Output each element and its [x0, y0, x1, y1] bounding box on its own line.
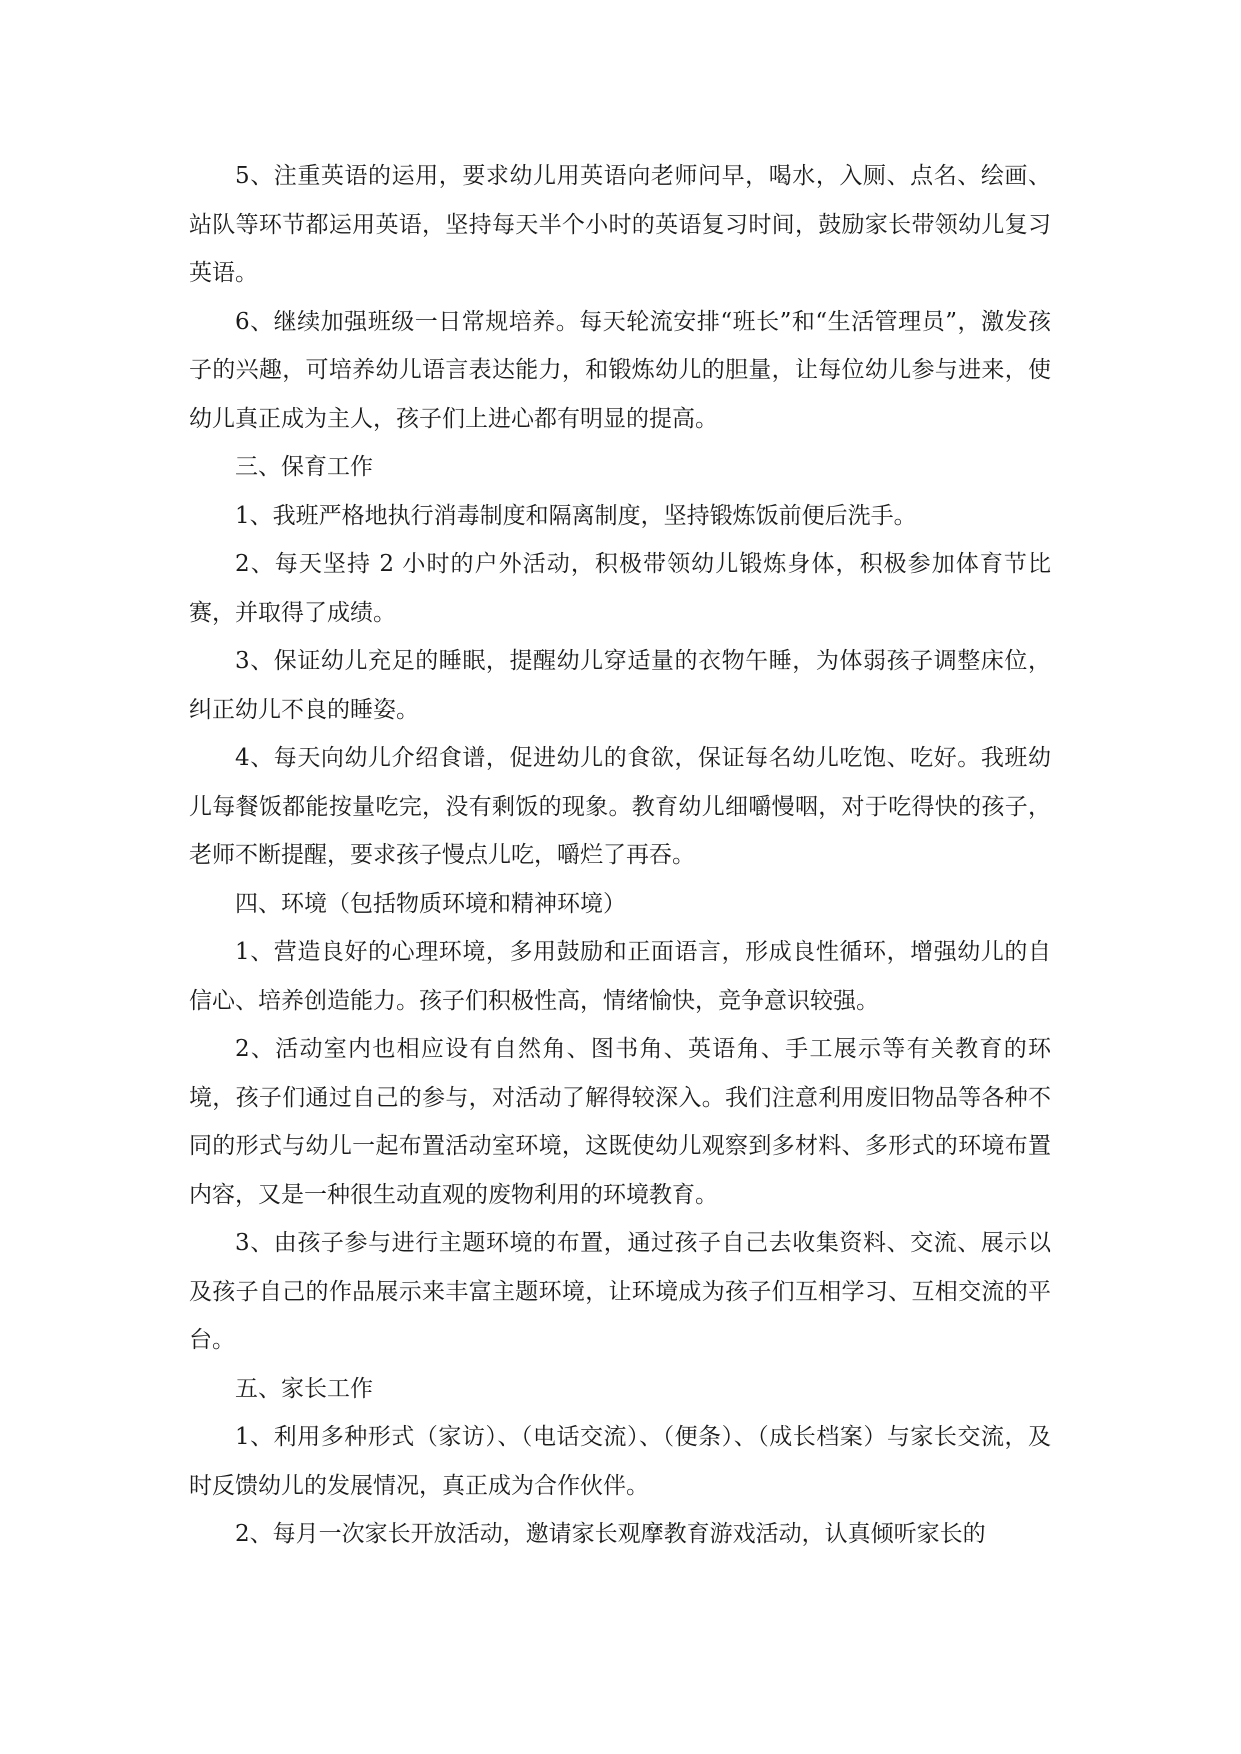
paragraph-parent-communication: 1、利用多种形式（家访）、（电话交流）、（便条）、（成长档案）与家长交流，及时反馈幼儿的发展情况，真正成为合作伙伴。: [189, 1424, 1051, 1499]
paragraph-meals: 4、每天向幼儿介绍食谱，促进幼儿的食欲，保证每名幼儿吃饱、吃好。我班幼儿每餐饭都能按量吃完，没有剩饭的现象。教育幼儿细嚼慢咽，对于吃得快的孩子，老师不断提醒，要求孩子慢点儿吃，嚼烂了再吞。: [189, 745, 1051, 868]
paragraph-psychological-environment: 1、营造良好的心理环境，多用鼓励和正面语言，形成良性循环，增强幼儿的自信心、培养创造能力。孩子们积极性高，情绪愉快，竞争意识较强。: [189, 939, 1051, 1014]
paragraph-sleep: 3、保证幼儿充足的睡眠，提醒幼儿穿适量的衣物午睡，为体弱孩子调整床位，纠正幼儿不良的睡姿。: [189, 648, 1051, 723]
section-heading-childcare: 三、保育工作: [235, 454, 373, 480]
paragraph-open-day: 2、每月一次家长开放活动，邀请家长观摩教育游戏活动，认真倾听家长的: [235, 1521, 986, 1547]
paragraph-disinfection: 1、我班严格地执行消毒制度和隔离制度，坚持锻炼饭前便后洗手。: [235, 502, 917, 529]
paragraph-activity-room: 2、活动室内也相应设有自然角、图书角、英语角、手工展示等有关教育的环境，孩子们通过自己的参与，对活动了解得较深入。我们注意利用废旧物品等各种不同的形式与幼儿一起布置活动室环境，这既使幼儿观察到多材料、多形式的环境布置内容，又是一种很生动直观的废物利用的环境教育。: [189, 1036, 1051, 1208]
paragraph-theme-environment: 3、由孩子参与进行主题环境的布置，通过孩子自己去收集资料、交流、展示以及孩子自己的作品展示来丰富主题环境，让环境成为孩子们互相学习、互相交流的平台。: [189, 1230, 1051, 1353]
section-heading-parent-work: 五、家长工作: [235, 1375, 373, 1402]
document-body: [189, 152, 1051, 1559]
section-heading-environment: 四、环境（包括物质环境和精神环境）: [235, 890, 626, 917]
paragraph-outdoor-activity: 2、每天坚持 2 小时的户外活动，积极带领幼儿锻炼身体，积极参加体育节比赛，并取得了成绩。: [189, 551, 1051, 626]
paragraph-english-usage: 5、注重英语的运用，要求幼儿用英语向老师问早，喝水，入厕、点名、绘画、站队等环节都运用英语，坚持每天半个小时的英语复习时间，鼓励家长带领幼儿复习英语。: [189, 163, 1051, 286]
paragraph-daily-routine: 6、继续加强班级一日常规培养。每天轮流安排“班长”和“生活管理员”，激发孩子的兴趣，可培养幼儿语言表达能力，和锻炼幼儿的胆量，让每位幼儿参与进来，使幼儿真正成为主人，孩子们上进心都有明显的提高。: [189, 308, 1051, 432]
